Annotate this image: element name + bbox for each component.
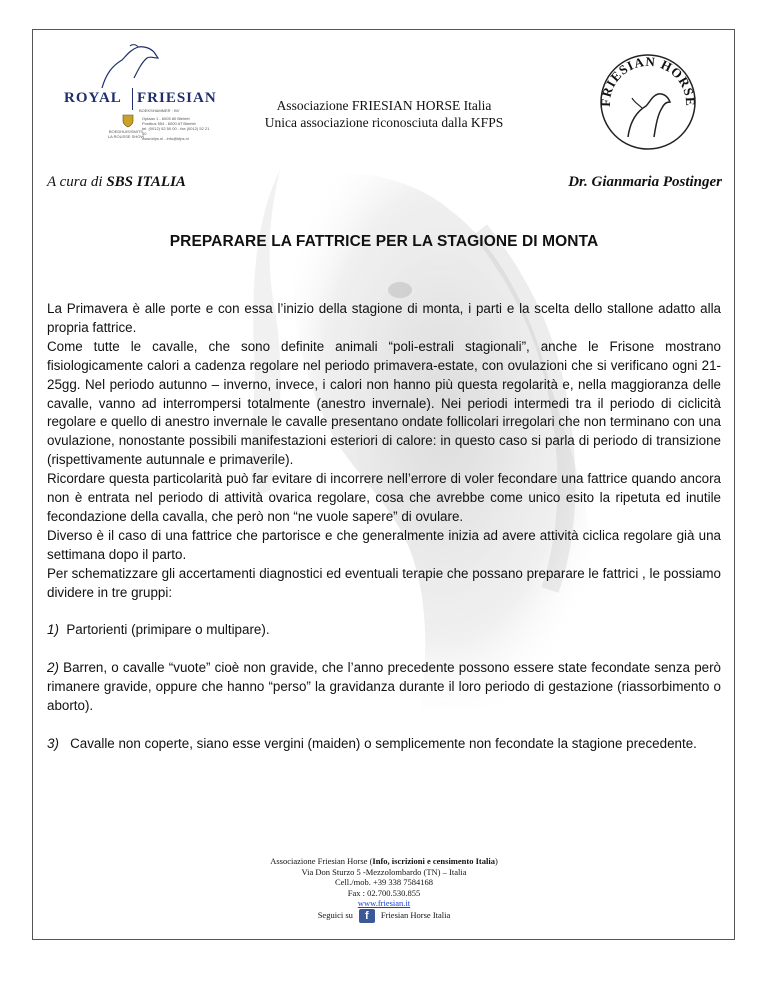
logo-tagline: BOEKSHAMMER · BV	[139, 108, 180, 113]
byline-author: Dr. Gianmaria Postinger	[568, 174, 722, 190]
footer-org-line: Associazione Friesian Horse (Info, iscrizioni e censimento Italia)	[270, 856, 498, 866]
facebook-page-name: Friesian Horse Italia	[380, 909, 451, 920]
crest-icon	[122, 114, 134, 128]
horse-outline-icon	[92, 44, 162, 90]
footer-fax: Fax : 02.700.530.855	[347, 887, 421, 898]
logo-word-royal: ROYAL	[64, 90, 122, 106]
friesian-horse-badge-logo	[598, 52, 698, 152]
group-number: 2)	[47, 660, 59, 676]
group-item: 2) Barren, o cavalle “vuote” cioè non gravide, che l’anno precedente possono essere state fecondate senza però rimanere gravide, oppure che hanno “perso” la gravidanza durante il loro periodo di gestazione (riassorbimento o aborto).	[47, 660, 721, 713]
paragraph: Ricordare questa particolarità può far evitare di incorrere nell’errore di voler fecondare una fattrice quando ancora non è entrata nel periodo di attività ovarica regolare, cosa che avrebbe come unico esito la ripetuta ed inutile fecondazione della cavalla, che però non “ne vuole sapere” di ovulare.	[47, 471, 721, 524]
footer-website-link[interactable]: www.friesian.it	[357, 898, 411, 909]
facebook-icon[interactable]: f	[359, 909, 375, 923]
byline-org: SBS ITALIA	[106, 174, 186, 190]
paragraph: Come tutte le cavalle, che sono definite animali “poli-estrali stagionali”, anche le Frisone mostrano fisiologicamente calori a cadenza regolare nel periodo primavera-estate, con ovulazioni che si verificano ogni 21-25gg. Nel periodo autunno – inverno, invece, i calori non hanno più questa regolarità e, nella maggioranza delle cavalle, vanno ad interrompersi totalmente (anestro invernale). Nei periodi intermedi tra il periodo di ciclicità regolare e quello di anestro invernale le cavalle presentano ondate follicolari irregolari che non terminano con una ovulazione, nonostante possibili manifestazioni esteriori di calore: in questo caso si parla di periodo di transizione (rispettivamente autunnale e primaverile).	[47, 338, 721, 468]
paragraph: Per schematizzare gli accertamenti diagnostici ed eventuali terapie che possano preparare le fattrici , le possiamo dividere in tre gruppi:	[47, 565, 721, 600]
group-item: 3) Cavalle non coperte, siano esse vergini (maiden) o semplicemente non fecondate la stagione precedente.	[47, 735, 697, 751]
royal-friesian-logo	[62, 44, 217, 141]
association-header	[200, 97, 568, 131]
group-item: 1) Partorienti (primipare o multipare).	[47, 622, 270, 638]
group-number: 3)	[47, 735, 59, 751]
footer-follow: Seguici su f Friesian Horse Italia	[317, 909, 451, 922]
logo-address: Oplaan 1 - 6005 80 Bleiriet Postbus 554 - 6000 AT Bleiriet tel. (0012) 52 50 00 - fax (0012) 52 21 40 www.kfps.nl - info@kfps.nl	[142, 116, 210, 141]
footer-address: Via Don Sturzo 5 -Mezzolombardo (TN) – Italia	[301, 866, 467, 877]
article-body	[47, 300, 721, 754]
paragraph: Diverso è il caso di una fattrice che partorisce e che generalmente inizia ad avere attività ciclica regolare già una settimana dopo il parto.	[47, 527, 721, 562]
byline-curated: A cura di SBS ITALIA	[47, 174, 186, 190]
logo-separator	[132, 88, 133, 110]
crest-caption: BOEDHUIS/SMITS LA ROUSSE SHOW	[107, 129, 145, 139]
association-name: Associazione FRIESIAN HORSE Italia	[276, 98, 492, 113]
footer-contacts	[184, 856, 584, 923]
association-subtitle: Unica associazione riconosciuta dalla KFPS	[264, 115, 504, 130]
badge-text: FRIESIAN HORSE	[598, 53, 698, 108]
logo-word-friesian: FRIESIAN	[137, 90, 217, 106]
paragraph: La Primavera è alle porte e con essa l’inizio della stagione di monta, i parti e la scelta dello stallone adatto alla propria fattrice.	[47, 301, 721, 335]
group-number: 1)	[47, 622, 59, 638]
document-title: PREPARARE LA FATTRICE PER LA STAGIONE DI MONTA	[169, 233, 599, 250]
footer-cell: Cell./mob. +39 338 7584168	[334, 877, 434, 888]
